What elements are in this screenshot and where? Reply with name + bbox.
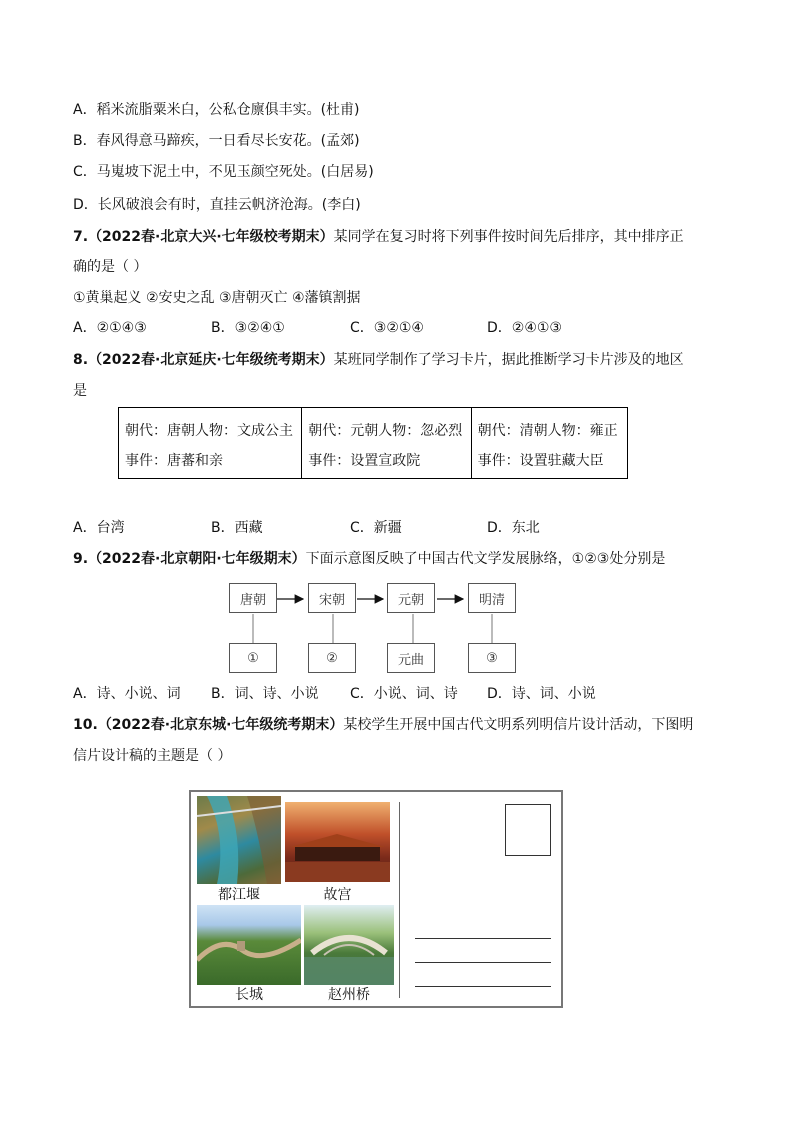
diagram-box-yuanqu: 元曲 [387,643,435,673]
q9-option-b: B．词、诗、小说 [211,686,319,702]
photo-label-dujiangyan: 都江堰 [218,887,260,903]
address-line-1 [415,938,551,939]
q8-option-b: B．西藏 [211,520,263,536]
q10-source: （2022春·北京东城·七年级统考期末） [97,717,344,733]
q9-option-c: C．小说、词、诗 [350,686,458,702]
great-wall-photo [197,905,301,985]
dujiangyan-photo [197,796,281,884]
postcard-design [189,790,563,1008]
q6-option-a: A．稻米流脂粟米白，公私仓廪俱丰实。(杜甫) [73,102,360,118]
diagram-box-blank-3: ③ [468,643,516,673]
q9-source: （2022春·北京朝阳·七年级期末） [88,551,306,567]
q7-stem-line2: 确的是（ ） [73,259,148,275]
card-line1: 朝代：唐朝人物：文成公主 [125,423,293,439]
diagram-box-song: 宋朝 [308,583,356,613]
q7-number: 7. [73,229,89,245]
forbidden-city-photo [285,802,390,882]
q7-source: （2022春·北京大兴·七年级校考期末） [88,229,334,245]
q6-option-b: B．春风得意马蹄疾，一日看尽长安花。(孟郊) [73,133,360,149]
q8-source: （2022春·北京延庆·七年级统考期末） [88,352,334,368]
card-line2: 事件：唐蕃和亲 [125,453,223,469]
photo-label-changcheng: 长城 [235,987,263,1003]
diagram-box-yuan: 元朝 [387,583,435,613]
q10-number: 10. [73,717,98,733]
q7-option-d: D．②④①③ [487,320,562,336]
card-line2: 事件：设置驻藏大臣 [477,453,604,469]
q8-option-c: C．新疆 [350,520,402,536]
diagram-box-tang: 唐朝 [229,583,277,613]
q9-option-a: A．诗、小说、词 [73,686,181,702]
q8-number: 8. [73,352,89,368]
q6-option-c: C．马嵬坡下泥土中，不见玉颜空死处。(白居易) [73,164,374,180]
q7-items: ①黄巢起义 ②安史之乱 ③唐朝灭亡 ④藩镇割据 [73,290,361,306]
q10-stem-line1 [73,715,693,735]
q8-stem1: 某班同学制作了学习卡片，据此推断学习卡片涉及的地区 [333,352,684,368]
photo-label-gugong: 故宫 [323,887,352,903]
card-line1: 朝代：元朝人物：忽必烈 [308,423,463,439]
address-line-3 [415,986,551,987]
q7-option-c: C．③②①④ [350,320,424,336]
diagram-box-mingqing: 明清 [468,583,516,613]
postcard-divider [399,802,400,998]
q7-option-a: A．②①④③ [73,320,147,336]
q7-stem1: 某同学在复习时将下列事件按时间先后排序，其中排序正 [333,229,684,245]
address-line-2 [415,962,551,963]
q9-number: 9. [73,551,89,567]
diagram-box-blank-2: ② [308,643,356,673]
q8-option-d: D．东北 [487,520,540,536]
q6-option-d: D．长风破浪会有时，直挂云帆济沧海。(李白) [73,197,361,213]
q10-stem1: 某校学生开展中国古代文明系列明信片设计活动，下图明 [343,717,694,733]
q9-stem-text: 下面示意图反映了中国古代文学发展脉络，①②③处分别是 [305,551,666,567]
card-line2: 事件：设置宣政院 [308,453,421,469]
q7-option-b: B．③②④① [211,320,285,336]
zhaozhou-bridge-photo [304,905,394,985]
diagram-box-blank-1: ① [229,643,277,673]
card-line1: 朝代：清朝人物：雍正 [477,423,618,439]
photo-label-zhaozhouqiao: 赵州桥 [328,987,370,1003]
q9-option-d: D．诗、词、小说 [487,686,596,702]
q8-stem-line2: 是 [73,383,87,399]
q8-option-a: A．台湾 [73,520,125,536]
stamp-box [505,804,551,856]
q10-stem-line2: 信片设计稿的主题是（ ） [73,748,232,764]
